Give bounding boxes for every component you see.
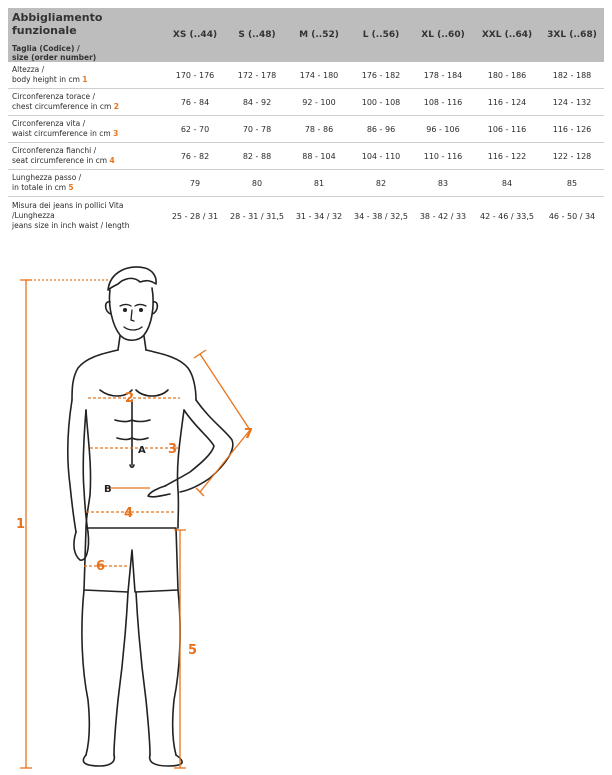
row-label — [8, 62, 164, 89]
body-outline — [68, 267, 233, 766]
table-cell: 180 - 186 — [474, 62, 540, 89]
table-cell: 88 - 104 — [288, 143, 350, 170]
size-chart-table — [8, 8, 604, 235]
size-header-l: L (..56) — [362, 30, 400, 40]
row-label-line-1: Circonferenza torace / — [12, 92, 96, 101]
row-label — [8, 143, 164, 170]
label-number-7: 7 — [244, 427, 254, 442]
table-row-jeans-size — [8, 197, 604, 236]
row-label-line-1: Circonferenza vita / — [12, 119, 86, 128]
table-cell: 42 - 46 / 33,5 — [480, 211, 534, 221]
table-cell: 38 - 42 / 33 — [419, 211, 467, 221]
table-row-chest — [8, 89, 604, 116]
row-label-line-1: Circonferenza fianchi / — [12, 146, 97, 155]
size-header-xl: XL (..60) — [421, 30, 465, 40]
table-cell: 104 - 110 — [350, 143, 412, 170]
row-label-line-1: Altezza / — [12, 65, 45, 74]
table-cell: 28 - 31 / 31,5 — [230, 211, 284, 221]
label-number-4: 4 — [124, 506, 134, 521]
size-header-s: S (..48) — [238, 30, 276, 40]
table-cell: 25 - 28 / 31 — [171, 211, 219, 221]
label-number-5: 5 — [188, 643, 198, 658]
table-cell: 100 - 108 — [350, 89, 412, 116]
table-row-seat — [8, 143, 604, 170]
table-cell: 170 - 176 — [164, 62, 226, 89]
table-cell: 86 - 96 — [350, 116, 412, 143]
table-cell: 182 - 188 — [540, 62, 604, 89]
table-cell: 84 — [474, 170, 540, 197]
table-cell: 116 - 122 — [474, 143, 540, 170]
size-header-xs: XS (..44) — [172, 30, 218, 40]
table-row-waist — [8, 116, 604, 143]
size-header-xxl: XXL (..64) — [481, 30, 533, 40]
table-cell: 76 - 82 — [164, 143, 226, 170]
table-row-inseam — [8, 170, 604, 197]
measure-number: 4 — [109, 156, 115, 165]
table-row-height — [8, 62, 604, 89]
row-label — [8, 197, 164, 236]
row-label-line-2: chest circumference in cm 2 — [12, 102, 119, 111]
measure-number: 3 — [113, 129, 119, 138]
header-title-cell — [8, 8, 164, 62]
label-letter-b: B — [104, 484, 112, 495]
size-header-3xl: 3XL (..68) — [547, 30, 597, 40]
table-cell: 174 - 180 — [288, 62, 350, 89]
row-label — [8, 116, 164, 143]
row-label-line-2: seat circumference in cm 4 — [12, 156, 115, 165]
table-cell: 80 — [226, 170, 288, 197]
table-cell: 176 - 182 — [350, 62, 412, 89]
table-header-row — [8, 8, 604, 62]
table-cell: 85 — [540, 170, 604, 197]
table-cell: 79 — [164, 170, 226, 197]
table-cell: 96 - 106 — [412, 116, 474, 143]
table-cell: 124 - 132 — [540, 89, 604, 116]
label-number-3: 3 — [168, 442, 178, 457]
measurement-labels — [16, 391, 253, 658]
size-header-m: M (..52) — [299, 30, 339, 40]
face-details — [120, 305, 146, 331]
table-cell: 108 - 116 — [412, 89, 474, 116]
table-cell: 178 - 184 — [412, 62, 474, 89]
table-cell: 82 - 88 — [226, 143, 288, 170]
row-label — [8, 170, 164, 197]
table-cell: 70 - 78 — [226, 116, 288, 143]
row-label-line-2: waist circumference in cm 3 — [12, 129, 119, 138]
table-cell: 106 - 116 — [474, 116, 540, 143]
measure-number: 5 — [68, 183, 74, 192]
table-cell: 31 - 34 / 32 — [295, 211, 343, 221]
table-cell: 76 - 84 — [164, 89, 226, 116]
measure-number: 1 — [82, 75, 88, 84]
table-cell: 110 - 116 — [412, 143, 474, 170]
size-label-line-1: Taglia (Codice) / — [12, 44, 80, 53]
table-cell: 172 - 178 — [226, 62, 288, 89]
table-cell: 122 - 128 — [540, 143, 604, 170]
table-cell: 82 — [350, 170, 412, 197]
row-label — [8, 89, 164, 116]
label-number-1: 1 — [16, 517, 26, 532]
body-measurement-figure — [0, 250, 612, 775]
measure-number: 2 — [113, 102, 119, 111]
measurement-lines — [20, 280, 250, 768]
table-cell: 92 - 100 — [288, 89, 350, 116]
table-cell: 116 - 126 — [540, 116, 604, 143]
table-cell: 84 - 92 — [226, 89, 288, 116]
row-label-line-1: Lunghezza passo / — [12, 173, 82, 182]
row-label-line-2: in totale in cm 5 — [12, 183, 74, 192]
table-cell: 81 — [288, 170, 350, 197]
table-cell: 34 - 38 / 32,5 — [354, 211, 408, 221]
label-letter-a: A — [138, 445, 146, 456]
table-cell: 46 - 50 / 34 — [548, 211, 596, 221]
table-cell: 83 — [412, 170, 474, 197]
label-number-2: 2 — [125, 391, 135, 406]
table-title: Abbigliamento funzionale — [12, 11, 103, 37]
label-number-6: 6 — [96, 559, 106, 574]
size-label-line-2: size (order number) — [12, 53, 97, 62]
table-cell: 116 - 124 — [474, 89, 540, 116]
table-cell: 78 - 86 — [288, 116, 350, 143]
table-cell: 62 - 70 — [164, 116, 226, 143]
row-label-line-2: jeans size in inch waist / length — [12, 221, 130, 230]
row-label-line-2: body height in cm 1 — [12, 75, 88, 84]
row-label-line-1: Misura dei jeans in pollici Vita /Lunghezza — [12, 201, 124, 220]
